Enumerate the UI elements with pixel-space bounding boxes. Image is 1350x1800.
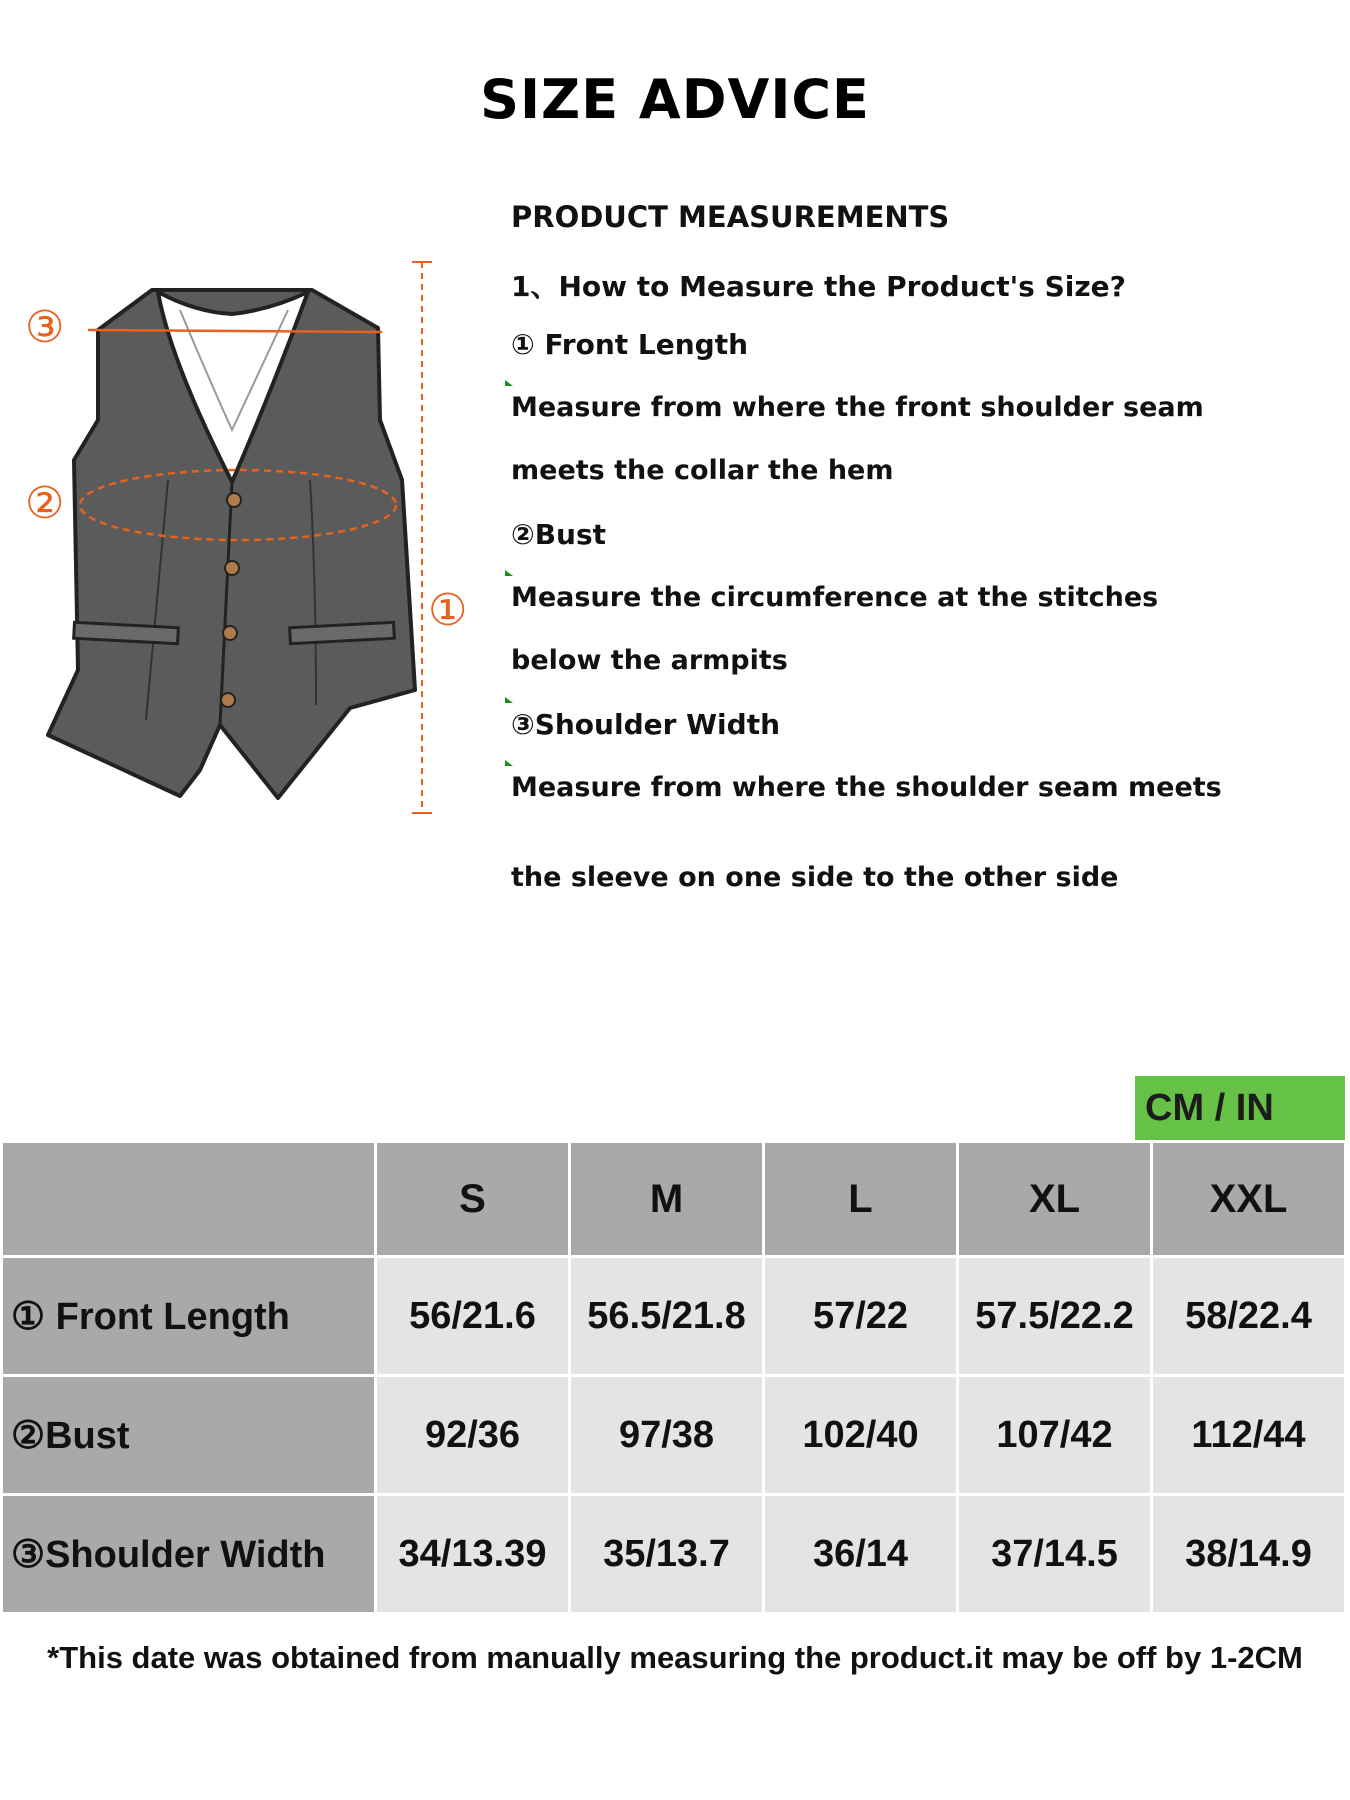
table-cell: 57/22 <box>764 1257 958 1376</box>
front-length-description: meets the collar the hem <box>511 455 894 486</box>
vest-button <box>227 493 241 507</box>
vest-pocket-right <box>290 622 395 643</box>
bust-description: below the armpits <box>511 645 788 676</box>
size-header-row <box>2 1142 1346 1257</box>
table-row <box>2 1495 1346 1614</box>
shoulder-width-description: Measure from where the shoulder seam meets <box>511 772 1222 803</box>
vest-button <box>225 561 239 575</box>
table-cell: 38/14.9 <box>1152 1495 1346 1614</box>
size-header-xl: XL <box>958 1142 1152 1257</box>
vest-illustration <box>20 250 490 820</box>
measure-question: 1、How to Measure the Product's Size? <box>511 270 1126 303</box>
header-corner-cell <box>2 1142 376 1257</box>
section-heading: PRODUCT MEASUREMENTS <box>511 200 950 234</box>
size-header-xxl: XXL <box>1152 1142 1346 1257</box>
vest-button <box>223 626 237 640</box>
shoulder-width-title: ③Shoulder Width <box>511 708 781 741</box>
table-cell: 112/44 <box>1152 1376 1346 1495</box>
size-header-s: S <box>376 1142 570 1257</box>
size-chart-table <box>0 1140 1347 1615</box>
check-mark-icon <box>505 570 513 576</box>
table-cell: 57.5/22.2 <box>958 1257 1152 1376</box>
page-title: SIZE ADVICE <box>480 68 870 131</box>
vest-pocket-left <box>74 622 179 643</box>
check-mark-icon <box>505 380 513 386</box>
table-cell: 56/21.6 <box>376 1257 570 1376</box>
table-cell: 92/36 <box>376 1376 570 1495</box>
unit-badge: CM / IN <box>1135 1076 1345 1140</box>
check-mark-icon <box>505 760 513 766</box>
table-cell: 97/38 <box>570 1376 764 1495</box>
row-label-shoulder-width: ③Shoulder Width <box>2 1495 376 1614</box>
front-length-marker: ① <box>428 585 468 636</box>
bust-marker: ② <box>25 478 65 529</box>
check-mark-icon <box>505 697 513 703</box>
table-cell: 36/14 <box>764 1495 958 1614</box>
bust-description: Measure the circumference at the stitches <box>511 582 1159 613</box>
bust-title: ②Bust <box>511 518 607 551</box>
table-cell: 37/14.5 <box>958 1495 1152 1614</box>
table-row <box>2 1376 1346 1495</box>
table-cell: 107/42 <box>958 1376 1152 1495</box>
shoulder-width-description: the sleeve on one side to the other side <box>511 862 1119 893</box>
footnote: *This date was obtained from manually measuring the product.it may be off by 1-2CM <box>47 1640 1303 1675</box>
front-length-description: Measure from where the front shoulder seam <box>511 392 1204 423</box>
row-label-bust: ②Bust <box>2 1376 376 1495</box>
shoulder-marker: ③ <box>25 302 65 353</box>
table-cell: 58/22.4 <box>1152 1257 1346 1376</box>
table-row <box>2 1257 1346 1376</box>
table-cell: 35/13.7 <box>570 1495 764 1614</box>
table-cell: 102/40 <box>764 1376 958 1495</box>
size-header-m: M <box>570 1142 764 1257</box>
table-cell: 56.5/21.8 <box>570 1257 764 1376</box>
vest-button <box>221 693 235 707</box>
front-length-title: ① Front Length <box>511 328 749 361</box>
size-header-l: L <box>764 1142 958 1257</box>
row-label-front-length: ① Front Length <box>2 1257 376 1376</box>
table-cell: 34/13.39 <box>376 1495 570 1614</box>
